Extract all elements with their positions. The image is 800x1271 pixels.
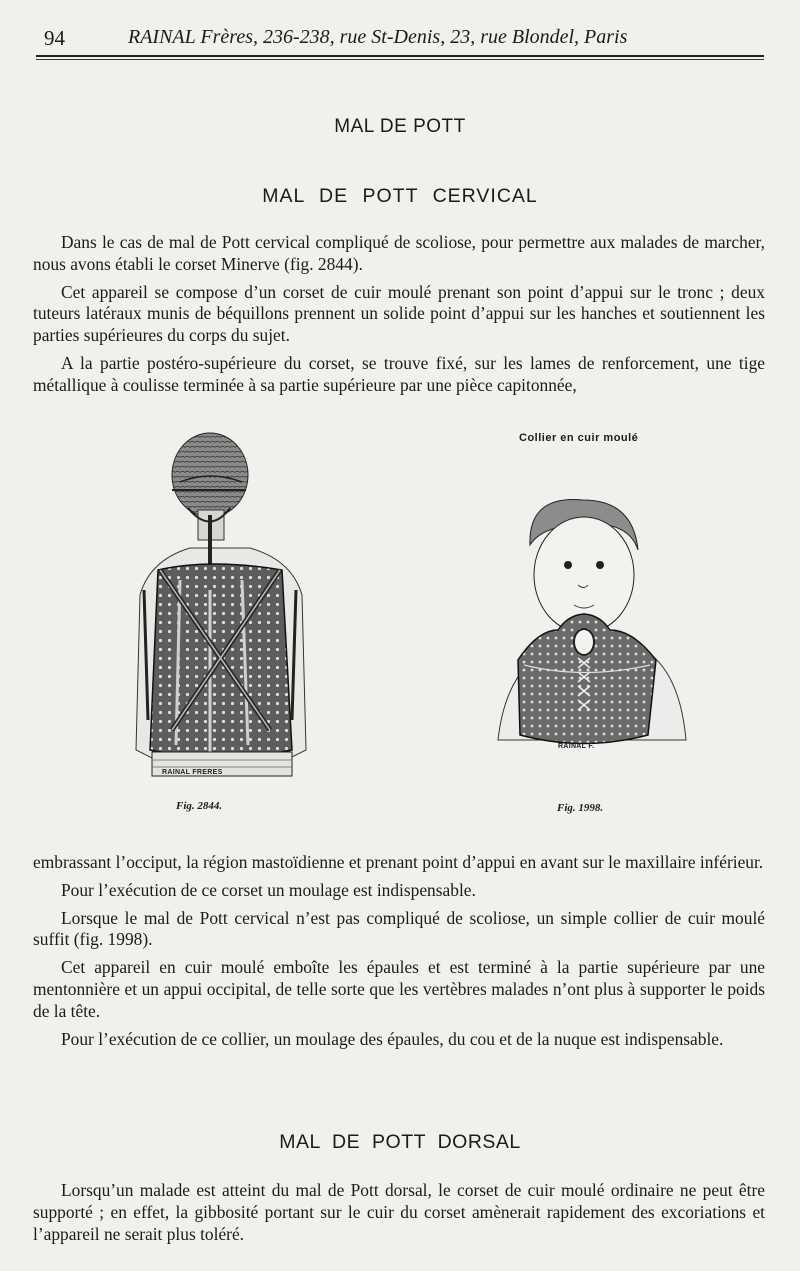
paragraph: embrassant l’occiput, la région mastoïdienne et prenant point d’appui en avant sur le maxillaire inférieur.: [33, 852, 764, 872]
subsection-heading-dorsal: MAL DE POTT DORSAL: [279, 1131, 521, 1153]
header-rule-thin: [36, 59, 764, 60]
paragraph: Dans le cas de mal de Pott cervical compliqué de scoliose, pour permettre aux malades de marcher, nous avons établi le corset Minerve (fig. 2844).: [33, 232, 765, 274]
paragraph: Lorsque le mal de Pott cervical n’est pas compliqué de scoliose, un simple collier de cuir moulé suffit (fig. 1998).: [33, 907, 765, 950]
corset-minerve-illustration: [120, 420, 320, 790]
figure-label-collier: Collier en cuir moulé: [519, 432, 639, 444]
figure-corset-minerve: [120, 420, 320, 790]
paragraph: Cet appareil se compose d’un corset de cuir moulé prenant son point d’appui sur le tronc ; deux tuteurs latéraux munis de béquillons prennent un solide point d’appui sur les hanches et soutiennent les parties supérieures du corps du sujet.: [33, 281, 765, 346]
page-header: [36, 22, 764, 54]
figure-stamp-right: RAINAL F.: [558, 743, 595, 750]
paragraph: Pour l’exécution de ce corset un moulage est indispensable.: [61, 879, 476, 900]
text-block-middle: [33, 852, 765, 1056]
figure-collier-cuir: [488, 490, 688, 765]
header-rule-thick: [36, 55, 764, 57]
text-block-bottom: [33, 1180, 765, 1251]
paragraph: Pour l’exécution de ce collier, un moulage des épaules, du cou et de la nuque est indispensable.: [61, 1028, 724, 1049]
text-block-top: [33, 232, 765, 403]
paragraph: Lorsqu’un malade est atteint du mal de Pott dorsal, le corset de cuir moulé ordinaire ne peut être supporté ; en effet, la gibbosité portant sur le cuir du corset amènerait rapidement des excoriations et l’appareil ne serait plus toléré.: [33, 1180, 765, 1244]
section-heading: MAL DE POTT: [334, 116, 466, 137]
figure-caption-1998: Fig. 1998.: [557, 802, 604, 814]
paragraph: Cet appareil en cuir moulé emboîte les épaules et est terminé à la partie supérieure par une mentonnière et un appui occipital, de telle sorte que les vertèbres malades n’ont plus à supporter le poids de la tête.: [33, 957, 765, 1021]
figure-stamp-left: RAINAL FRERES: [162, 769, 223, 776]
running-head: RAINAL Frères, 236-238, rue St-Denis, 23, rue Blondel, Paris: [128, 26, 628, 48]
subsection-heading-cervical: MAL DE POTT CERVICAL: [262, 185, 538, 207]
collier-illustration: [488, 490, 688, 765]
paragraph: A la partie postéro-supérieure du corset, se trouve fixé, sur les lames de renforcement, une tige métallique à coulisse terminée à sa partie supérieure par une pièce capitonnée,: [33, 352, 765, 395]
page-number: 94: [44, 26, 65, 50]
figure-caption-2844: Fig. 2844.: [176, 800, 223, 812]
